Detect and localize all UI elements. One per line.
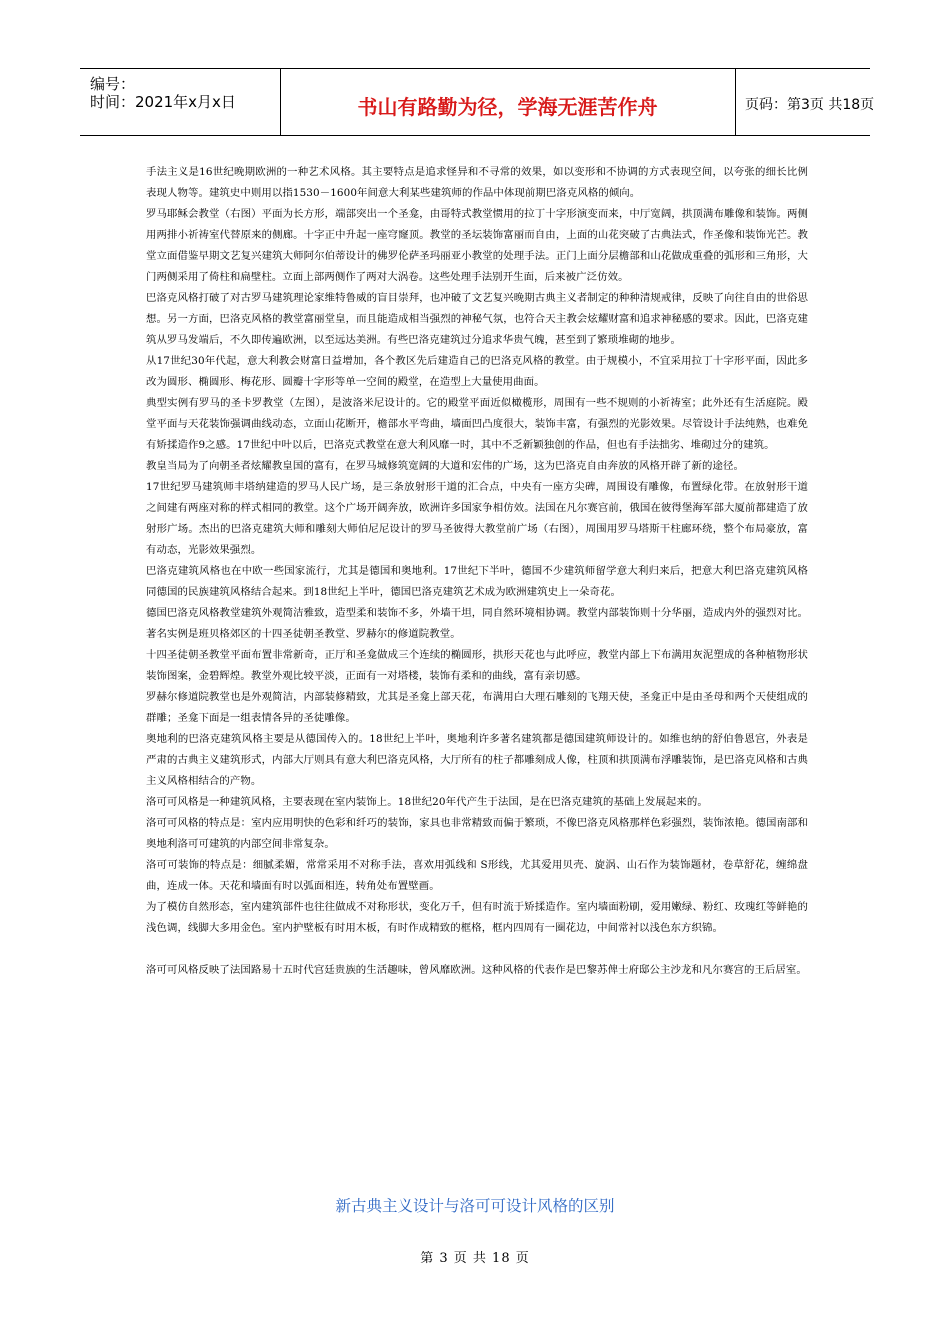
paragraph-15: 洛可可装饰的特点是：细腻柔媚，常常采用不对称手法，喜欢用弧线和 S形线，尤其爱用贝壳、旋涡、山石作为装饰题材，卷草舒花，缠绵盘曲，连成一体。天花和墙面有时以弧面相连，转角处布置壁画。 xyxy=(146,859,808,892)
paragraph-3: 巴洛克风格打破了对古罗马建筑理论家维特鲁威的盲目崇拜，也冲破了文艺复兴晚期古典主义者制定的种种清规戒律，反映了向往自由的世俗思想。另一方面，巴洛克风格的教堂富丽堂皇，而且能造成相当强烈的神秘气氛，也符合天主教会炫耀财富和追求神秘感的要求。因此，巴洛克建筑从罗马发端后，不久即传遍欧洲，以至远达美洲。有些巴洛克建筑过分追求华贵气魄，甚至到了繁琐堆砌的地步。 xyxy=(146,292,808,346)
paragraph-11: 罗赫尔修道院教堂也是外观简洁，内部装修精致，尤其是圣龛上部天花，布满用白大理石雕刻的飞翔天使，圣龛正中是由圣母和两个天使组成的群雕；圣龛下面是一组表情各异的圣徒雕像。 xyxy=(146,691,808,724)
paragraph-1: 手法主义是16世纪晚期欧洲的一种艺术风格。其主要特点是追求怪异和不寻常的效果，如以变形和不协调的方式表现空间，以夸张的细长比例表现人物等。建筑史中则用以指1530－1600年间意大利某些建筑师的作品中体现前期巴洛克风格的倾向。 xyxy=(146,166,808,199)
paragraph-6: 教皇当局为了向朝圣者炫耀教皇国的富有，在罗马城修筑宽阔的大道和宏伟的广场，这为巴洛克自由奔放的风格开辟了新的途径。 xyxy=(146,460,744,472)
paragraph-13: 洛可可风格是一种建筑风格，主要表现在室内装饰上。18世纪20年代产生于法国，是在巴洛克建筑的基础上发展起来的。 xyxy=(146,796,708,808)
header-motto: 书山有路勤为径，学海无涯苦作舟 xyxy=(357,95,658,119)
paragraph-4: 从17世纪30年代起，意大利教会财富日益增加，各个教区先后建造自己的巴洛克风格的教堂。由于规模小，不宜采用拉丁十字形平面，因此多改为圆形、椭圆形、梅花形、圆瓣十字形等单一空间的殿堂，在造型上大量使用曲面。 xyxy=(146,355,808,388)
header-page-cell xyxy=(735,69,875,135)
paragraph-12: 奥地利的巴洛克建筑风格主要是从德国传入的。18世纪上半叶，奥地利许多著名建筑都是德国建筑师设计的。如维也纳的舒伯鲁恩宫，外表是严肃的古典主义建筑形式，内部大厅则具有意大利巴洛克风格，大厅所有的柱子都雕刻成人像，柱顶和拱顶满布浮雕装饰，是巴洛克风格和古典主义风格相结合的产物。 xyxy=(146,733,808,787)
document-number-label: 编号： xyxy=(90,75,136,93)
paragraph-17: 洛可可风格反映了法国路易十五时代宫廷贵族的生活趣味，曾风靡欧洲。这种风格的代表作是巴黎苏俾士府邸公主沙龙和凡尔赛宫的王后居室。 xyxy=(146,964,807,976)
page-footer: 第 3 页 共 18 页 xyxy=(420,1251,530,1266)
paragraph-16: 为了模仿自然形态，室内建筑部件也往往做成不对称形状，变化万千，但有时流于矫揉造作。室内墙面粉刷，爱用嫩绿、粉红、玫瑰红等鲜艳的浅色调，线脚大多用金色。室内护壁板有时用木板，有时作成精致的框格，框内四周有一圈花边，中间常衬以浅色东方织锦。 xyxy=(146,901,808,934)
section-heading: 新古典主义设计与洛可可设计风格的区别 xyxy=(335,1197,615,1215)
paragraph-10: 十四圣徒朝圣教堂平面布置非常新奇，正厅和圣龛做成三个连续的椭圆形，拱形天花也与此呼应，教堂内部上下布满用灰泥塑成的各种植物形状装饰图案，金碧辉煌。教堂外观比较平淡，正面有一对塔楼，装饰有柔和的曲线，富有亲切感。 xyxy=(146,649,808,682)
paragraph-2: 罗马耶稣会教堂（右图）平面为长方形，端部突出一个圣龛，由哥特式教堂惯用的拉丁十字形演变而来，中厅宽阔，拱顶满布雕像和装饰。两侧用两排小祈祷室代替原来的侧廊。十字正中升起一座穹窿顶。教堂的圣坛装饰富丽而自由，上面的山花突破了古典法式，作圣像和装饰光芒。教堂立面借鉴早期文艺复兴建筑大师阿尔伯蒂设计的佛罗伦萨圣玛丽亚小教堂的处理手法。正门上面分层檐部和山花做成重叠的弧形和三角形，大门两侧采用了倚柱和扁壁柱。立面上部两侧作了两对大涡卷。这些处理手法别开生面，后来被广泛仿效。 xyxy=(146,208,808,283)
page-header xyxy=(80,68,875,136)
paragraph-spacer xyxy=(146,939,808,960)
paragraph-7: 17世纪罗马建筑师丰塔纳建造的罗马人民广场，是三条放射形干道的汇合点，中央有一座方尖碑，周围设有雕像，布置绿化带。在放射形干道之间建有两座对称的样式相同的教堂。这个广场开阔奔放，欧洲许多国家争相仿效。法国在凡尔赛宫前，俄国在彼得堡海军部大厦前都建造了放射形广场。杰出的巴洛克建筑大师和雕刻大师伯尼尼设计的罗马圣彼得大教堂前广场（右图），周围用罗马塔斯干柱廊环绕，整个布局豪放，富有动态，光影效果强烈。 xyxy=(146,481,808,556)
document-body xyxy=(146,162,808,981)
paragraph-9: 德国巴洛克风格教堂建筑外观简洁雅致，造型柔和装饰不多，外墙干坦，同自然环境相协调。教堂内部装饰则十分华丽，造成内外的强烈对比。著名实例是班贝格郊区的十四圣徒朝圣教堂、罗赫尔的修道院教堂。 xyxy=(146,607,808,640)
header-motto-cell xyxy=(280,69,736,135)
header-meta-cell xyxy=(80,69,281,135)
paragraph-8: 巴洛克建筑风格也在中欧一些国家流行，尤其是德国和奥地利。17世纪下半叶，德国不少建筑师留学意大利归来后，把意大利巴洛克建筑风格同德国的民族建筑风格结合起来。到18世纪上半叶，德国巴洛克建筑艺术成为欧洲建筑史上一朵奇花。 xyxy=(146,565,808,598)
paragraph-14: 洛可可风格的特点是：室内应用明快的色彩和纤巧的装饰，家具也非常精致而偏于繁琐，不像巴洛克风格那样色彩强烈，装饰浓艳。德国南部和奥地利洛可可建筑的内部空间非常复杂。 xyxy=(146,817,808,850)
document-date-label: 时间：2021年x月x日 xyxy=(90,93,236,111)
paragraph-5: 典型实例有罗马的圣卡罗教堂（左图），是波洛米尼设计的。它的殿堂平面近似橄榄形，周围有一些不规则的小祈祷室；此外还有生活庭院。殿堂平面与天花装饰强调曲线动态，立面山花断开，檐部水平弯曲，墙面凹凸度很大，装饰丰富，有强烈的光影效果。尽管设计手法纯熟，也难免有矫揉造作9之感。17世纪中叶以后，巴洛克式教堂在意大利风靡一时，其中不乏新颖独创的作品，但也有手法拙劣、堆砌过分的建筑。 xyxy=(146,397,808,451)
header-page-number: 页码：第3页 共18页 xyxy=(745,97,875,113)
